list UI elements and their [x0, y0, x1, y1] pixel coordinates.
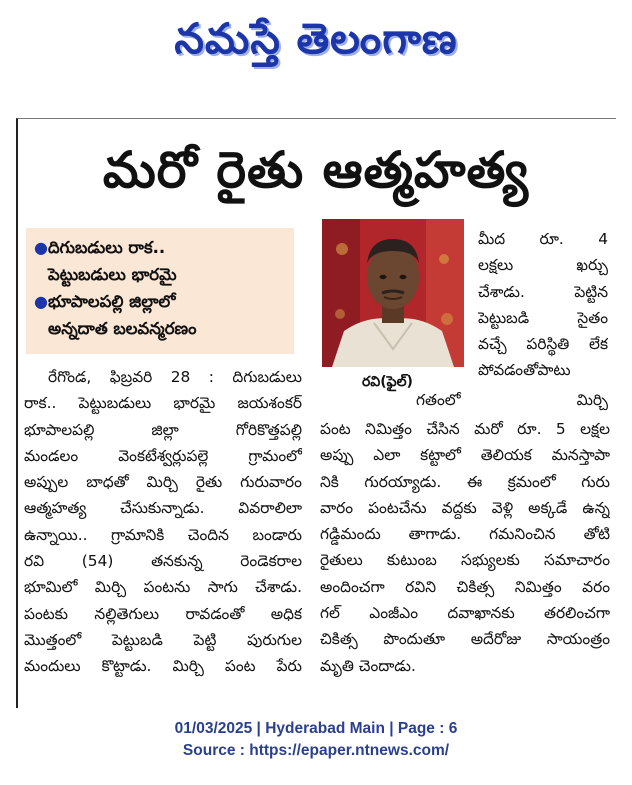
- text-line: రవి (54) తనకున్న రెండెకరాల: [24, 552, 302, 571]
- text-line: ఆత్మహత్య చేసుకున్నాడు. వివరాలిలా: [24, 499, 302, 518]
- text-line: పెట్టుబడి సైతం: [478, 308, 608, 327]
- text-line: చేశాడు. పెట్టిన: [478, 282, 608, 301]
- highlights-box: [26, 228, 294, 354]
- text-line: రైతులు కుటుంబ సభ్యులకు సమాచారం: [320, 551, 610, 570]
- text-line: చికిత్స పొందుతూ అదేరోజు సాయంత్రం: [320, 630, 610, 649]
- text-line: మందులు కొట్టాడు. మిర్చి పంట పేరు: [24, 657, 302, 676]
- article-column-left: [24, 364, 302, 680]
- text-line: వచ్చే పరిస్థితి లేక: [478, 335, 608, 354]
- text-line: పోవడంతోపాటు: [478, 361, 571, 380]
- text-line: మొత్తంలో పెట్టుబడి పెట్టి పురుగుల: [24, 630, 302, 649]
- text-line: గడ్డిమందు తాగాడు. గమనించిన తోటి: [320, 525, 610, 544]
- source-link[interactable]: Source : https://epaper.ntnews.com/: [182, 742, 450, 759]
- text-line: మీద రూ. 4: [478, 230, 608, 248]
- footer: [0, 718, 632, 762]
- newspaper-masthead: నమస్తే తెలంగాణ: [174, 14, 458, 63]
- text-line: పంటకు నల్లితెగులు రావడంతో అధిక: [24, 604, 302, 623]
- text-line: పంట నిమిత్తం చేసిన మరో రూ. 5 లక్షల: [320, 420, 610, 438]
- text-line: గల్ ఎంజీఎం దవాఖానకు తరలించగా: [320, 604, 610, 623]
- highlight-line: పెట్టుబడులు భారమై: [48, 265, 177, 284]
- highlight-item: [34, 288, 286, 342]
- highlight-line: దిగుబడులు రాక..: [48, 238, 166, 257]
- edition-info: 01/03/2025 | Hyderabad Main | Page : 6: [174, 720, 458, 737]
- text-line: లక్షలు ఖర్చు: [478, 256, 608, 275]
- text-line: వారం పంటచేను వద్దకు వెళ్లి అక్కడే ఉన్న: [320, 498, 610, 517]
- text-line: భూమిలో మిర్చి పంటను సాగు చేశాడు.: [24, 578, 302, 597]
- photo-caption: రవి(ఫైల్): [362, 374, 413, 390]
- highlight-line: భూపాలపల్లి జిల్లాలో: [48, 292, 176, 311]
- text-line: అప్పుల బాధతో మిర్చి రైతు గురువారం: [24, 473, 302, 492]
- bullet-icon: ●: [34, 238, 48, 257]
- highlight-item: [34, 234, 286, 288]
- text-line: నికి గురయ్యాడు. ఈ క్రమంలో గురు: [320, 472, 610, 491]
- text-line: ఉన్నాయి.. గ్రామానికి చెందిన బండారు: [24, 525, 302, 544]
- text-line: మండలం వెంకటేశ్వర్లుపల్లె గ్రామంలో: [24, 446, 302, 465]
- text-line: అప్పు ఎలా కట్టాలో తెలియక మనస్తాపా: [320, 446, 610, 465]
- text-line: అందించగా రవిని చికిత్స నిమిత్తం వరం: [320, 577, 610, 596]
- text-line: మృతి చెందాడు.: [320, 656, 416, 675]
- article-headline: మరో రైతు ఆత్మహత్య: [102, 141, 530, 199]
- highlight-line: అన్నదాత బలవన్మరణం: [48, 319, 197, 338]
- bullet-icon: ●: [34, 292, 48, 311]
- farmer-photo: [322, 219, 464, 367]
- text-line: రేగొండ, ఫిబ్రవరి 28 : దిగుబడులు: [48, 368, 302, 386]
- article-line-continued: [416, 387, 608, 413]
- text-line: భూపాలపల్లి జిల్లా గోరికొత్తపల్లి: [24, 420, 302, 439]
- text-line: గతంలో మిర్చి: [416, 391, 608, 409]
- article-column-right: [320, 416, 610, 679]
- text-line: రాక.. పెట్టుబడులు భారమై జయశంకర్: [24, 394, 302, 413]
- article-column-right-top: [478, 226, 608, 384]
